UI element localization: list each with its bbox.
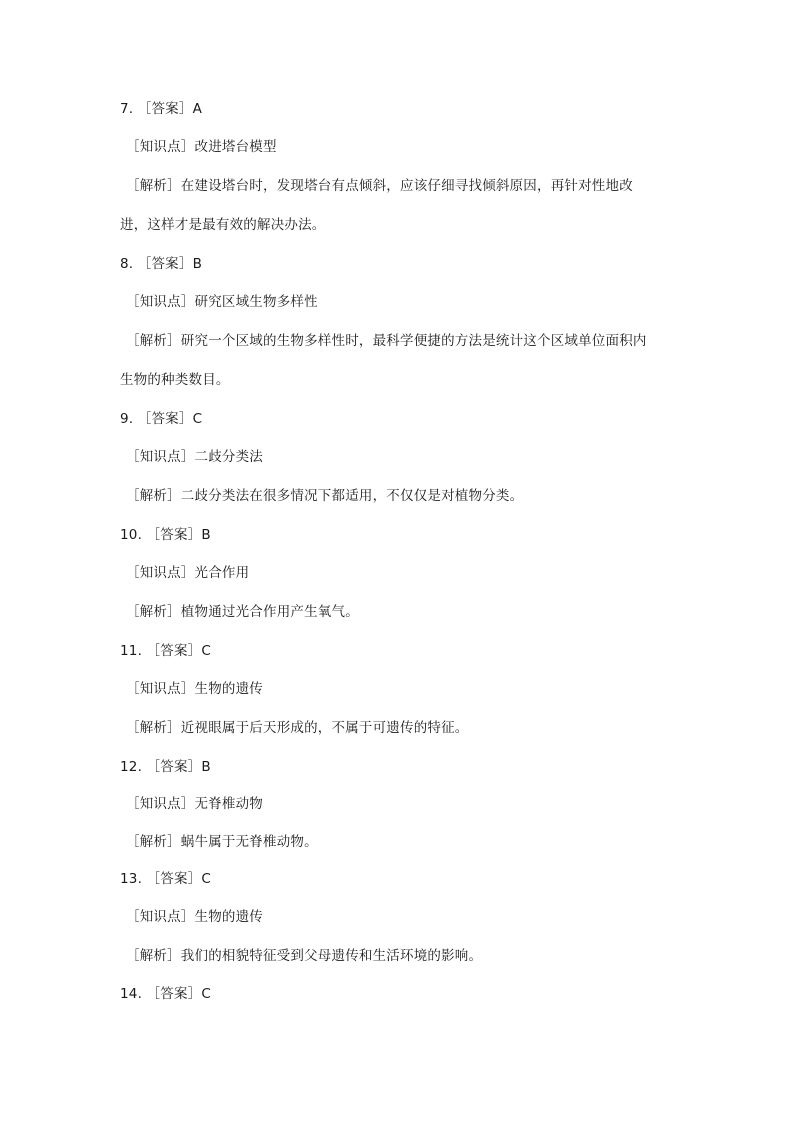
- analysis-11: ［解析］近视眼属于后天形成的，不属于可遗传的特征。: [126, 720, 469, 736]
- knowledge-point-13: ［知识点］生物的遗传: [126, 909, 263, 925]
- analysis-12: ［解析］蜗牛属于无脊椎动物。: [126, 834, 318, 850]
- knowledge-point-7: ［知识点］改进塔台模型: [126, 139, 277, 155]
- answer-14: 14. ［答案］C: [120, 986, 211, 1002]
- analysis-8-line-2: 生物的种类数目。: [120, 372, 230, 388]
- knowledge-point-8: ［知识点］研究区域生物多样性: [126, 294, 318, 310]
- analysis-7-line-2: 进，这样才是最有效的解决办法。: [120, 217, 326, 233]
- answer-11: 11. ［答案］C: [120, 643, 211, 659]
- analysis-13: ［解析］我们的相貌特征受到父母遗传和生活环境的影响。: [126, 948, 483, 964]
- answer-7: 7. ［答案］A: [120, 101, 203, 117]
- knowledge-point-11: ［知识点］生物的遗传: [126, 681, 263, 697]
- answer-9: 9. ［答案］C: [120, 411, 203, 427]
- analysis-10: ［解析］植物通过光合作用产生氧气。: [126, 604, 359, 620]
- analysis-7-line-1: ［解析］在建设塔台时，发现塔台有点倾斜，应该仔细寻找倾斜原因，再针对性地改: [126, 178, 633, 194]
- knowledge-point-9: ［知识点］二歧分类法: [126, 449, 263, 465]
- knowledge-point-10: ［知识点］光合作用: [126, 565, 250, 581]
- answer-13: 13. ［答案］C: [120, 871, 211, 887]
- answer-12: 12. ［答案］B: [120, 759, 211, 775]
- analysis-9: ［解析］二歧分类法在很多情况下都适用，不仅仅是对植物分类。: [126, 488, 524, 504]
- analysis-8-line-1: ［解析］研究一个区域的生物多样性时，最科学便捷的方法是统计这个区域单位面积内: [126, 333, 647, 349]
- answer-10: 10. ［答案］B: [120, 527, 211, 543]
- answer-8: 8. ［答案］B: [120, 256, 203, 272]
- knowledge-point-12: ［知识点］无脊椎动物: [126, 796, 263, 812]
